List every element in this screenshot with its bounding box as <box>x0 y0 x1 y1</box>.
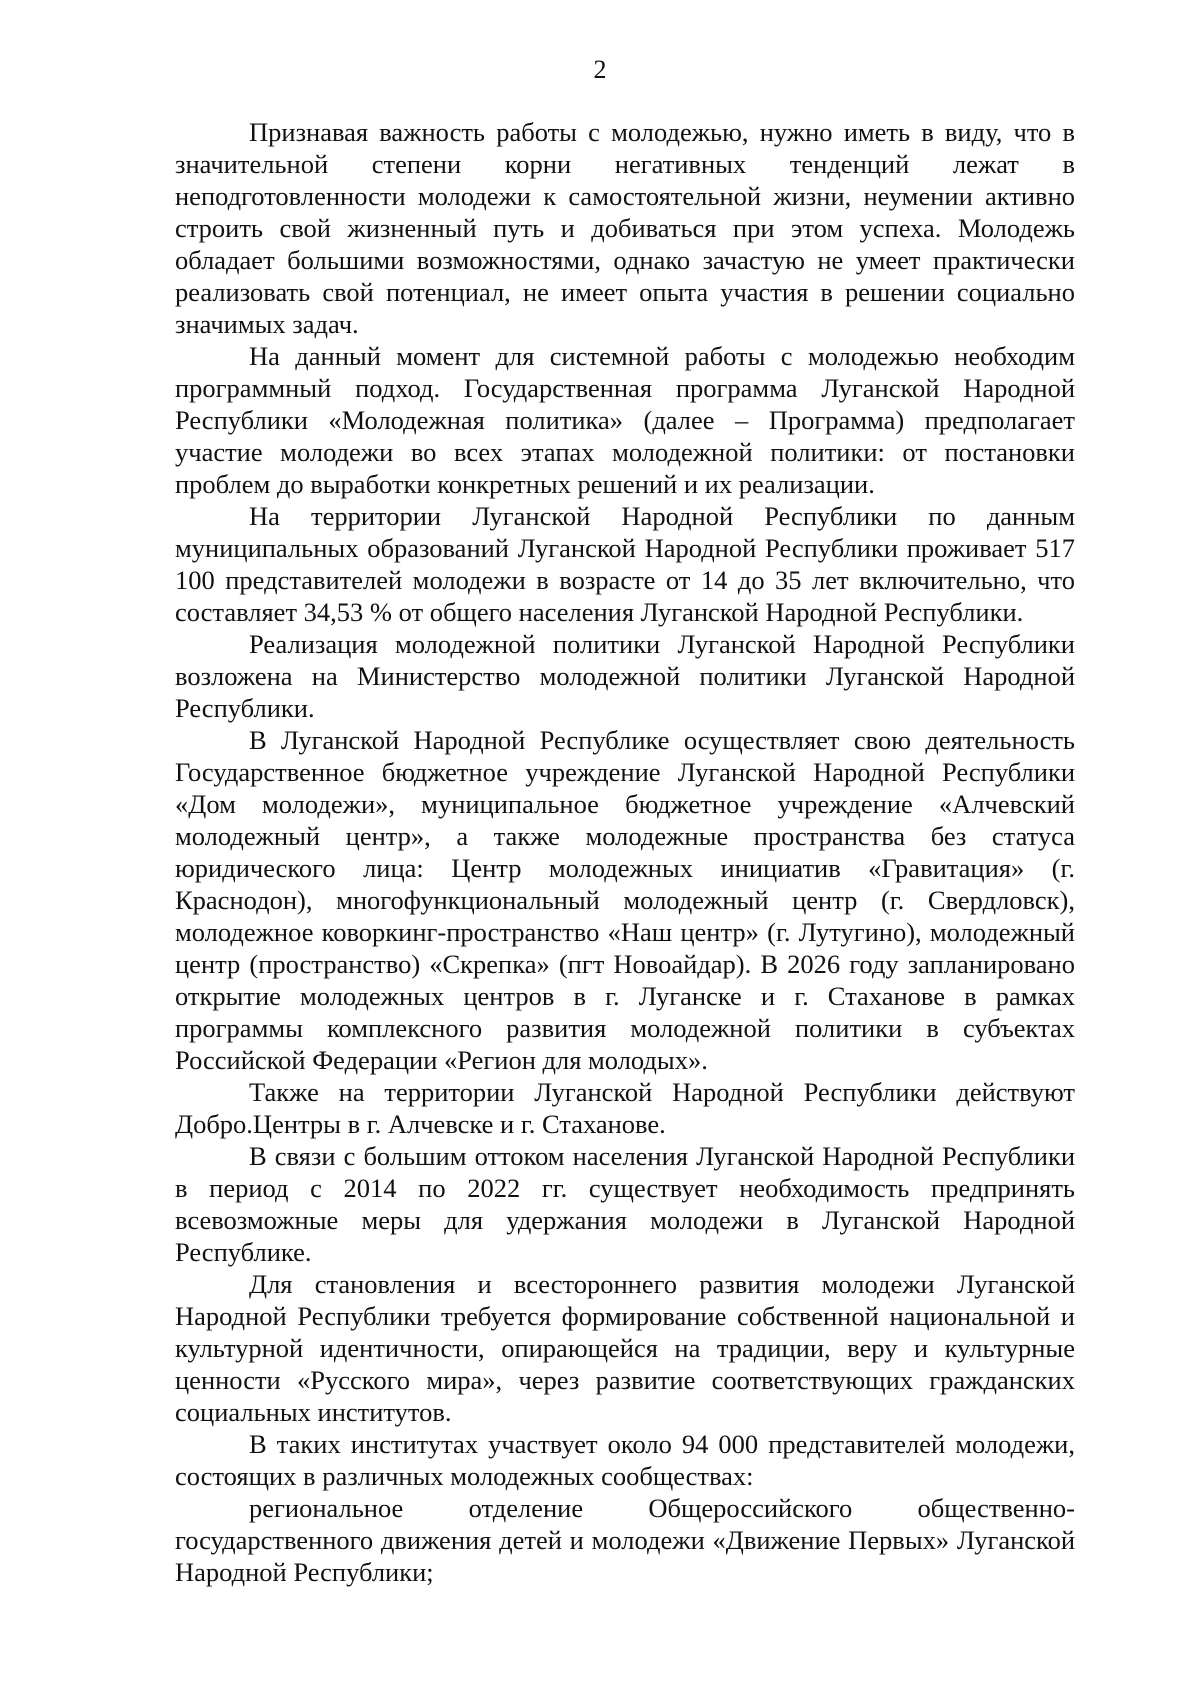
paragraph: Признавая важность работы с молодежью, нужно иметь в виду, что в значительной степени корни негативных тенденций лежат в неподготовленности молодежи к самостоятельной жизни, неумении активно строить свой жизненный путь и добиваться при этом успеха. Молодежь обладает большими возможностями, однако зачастую не умеет практически реализовать свой потенциал, не имеет опыта участия в решении социально значимых задач. <box>175 117 1075 339</box>
page-number: 2 <box>593 55 607 84</box>
paragraph: Также на территории Луганской Народной Республики действуют Добро.Центры в г. Алчевске и г. Стаханове. <box>175 1077 1075 1139</box>
paragraph: В связи с большим оттоком населения Луганской Народной Республики в период с 2014 по 2022 гг. существует необходимость предпринять всевозможные меры для удержания молодежи в Луганской Народной Республике. <box>175 1141 1075 1267</box>
document-body <box>175 116 1075 1588</box>
paragraph: региональное отделение Общероссийского общественно-государственного движения детей и молодежи «Движение Первых» Луганской Народной Республики; <box>175 1493 1075 1587</box>
paragraph: В таких институтах участвует около 94 000 представителей молодежи, состоящих в различных молодежных сообществах: <box>175 1429 1075 1491</box>
paragraph: На данный момент для системной работы с молодежью необходим программный подход. Государственная программа Луганской Народной Республики «Молодежная политика» (далее – Программа) предполагает участие молодежи во всех этапах молодежной политики: от постановки проблем до выработки конкретных решений и их реализации. <box>175 341 1075 499</box>
paragraph: В Луганской Народной Республике осуществляет свою деятельность Государственное бюджетное учреждение Луганской Народной Республики «Дом молодежи», муниципальное бюджетное учреждение «Алчевский молодежный центр», а также молодежные пространства без статуса юридического лица: Центр молодежных инициатив «Гравитация» (г. Краснодон), многофункциональный молодежный центр (г. Свердловск), молодежное коворкинг-пространство «Наш центр» (г. Лутугино), молодежный центр (пространство) «Скрепка» (пгт Новоайдар). В 2026 году запланировано открытие молодежных центров в г. Луганске и г. Стаханове в рамках программы комплексного развития молодежной политики в субъектах Российской Федерации «Регион для молодых». <box>175 725 1075 1075</box>
paragraph: Реализация молодежной политики Луганской Народной Республики возложена на Министерство молодежной политики Луганской Народной Республики. <box>175 629 1075 723</box>
paragraph: Для становления и всестороннего развития молодежи Луганской Народной Республики требуется формирование собственной национальной и культурной идентичности, опирающейся на традиции, веру и культурные ценности «Русского мира», через развитие соответствующих гражданских социальных институтов. <box>175 1269 1075 1427</box>
paragraph: На территории Луганской Народной Республики по данным муниципальных образований Луганской Народной Республики проживает 517 100 представителей молодежи в возрасте от 14 до 35 лет включительно, что составляет 34,53 % от общего населения Луганской Народной Республики. <box>175 501 1075 627</box>
